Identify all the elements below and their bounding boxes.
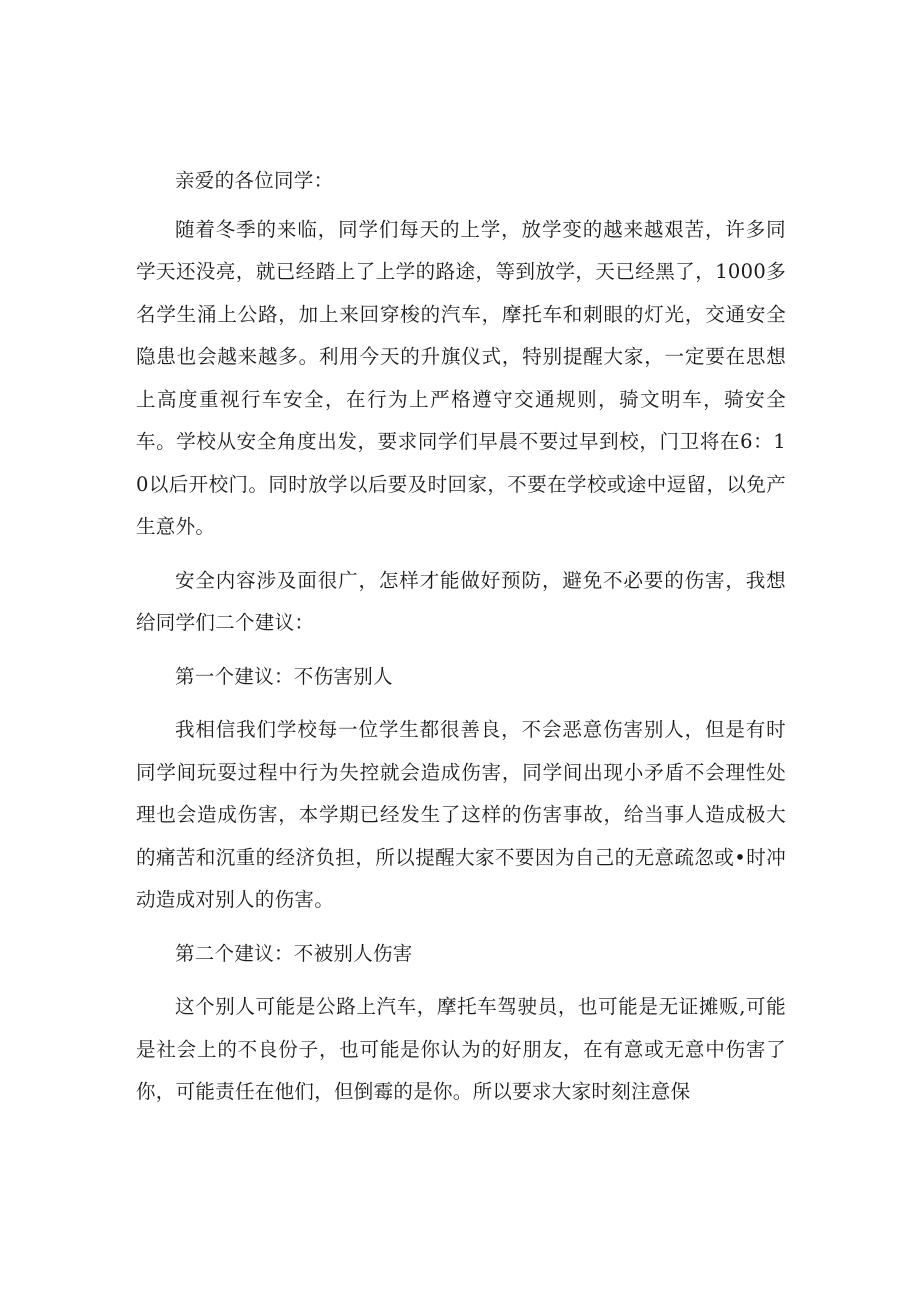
heading-first-suggestion: 第一个建议：不伤害别人: [175, 664, 393, 688]
paragraph-first-suggestion: 我相信我们学校每一位学生都很善良，不会恶意伤害别人，但是有时同学间玩耍过程中行为失控就会造成伤害，同学间出现小矛盾不会理性处理也会造成伤害，本学期已经发生了这样的伤害事故，给当事人造成极大的痛苦和沉重的经济负担，所以提醒大家不要因为自己的无意疏忽或•时冲动造成对别人的伤害。: [136, 718, 786, 911]
paragraph-traffic-safety: 随着冬季的来临，同学们每天的上学，放学变的越来越艰苦，许多同学天还没亮，就已经踏上了上学的路途，等到放学，天已经黑了，1000多名学生涌上公路，加上来回穿梭的汽车，摩托车和刺眼的灯光，交通安全隐患也会越来越多。利用今天的升旗仪式，特别提醒大家，一定要在思想上高度重视行车安全，在行为上严格遵守交通规则，骑文明车，骑安全车。学校从安全角度出发，要求同学们早晨不要过早到校，门卫将在6：10以后开校门。同时放学以后要及时回家，不要在学校或途中逗留，以免产生意外。: [136, 217, 786, 538]
greeting: 亲爱的各位同学：: [175, 169, 334, 192]
heading-second-suggestion: 第二个建议：不被别人伤害: [175, 941, 413, 965]
paragraph-two-suggestions: 安全内容涉及面很广，怎样才能做好预防，避免不必要的伤害，我想给同学们二个建议：: [136, 568, 786, 634]
document-body: [136, 160, 786, 1125]
paragraph-second-suggestion: 这个别人可能是公路上汽车，摩托车驾驶员，也可能是无证摊贩,可能是社会上的不良份子，也可能是你认为的好朋友，在有意或无意中伤害了你，可能责任在他们，但倒霉的是你。所以要求大家时刻注意保: [136, 995, 786, 1103]
